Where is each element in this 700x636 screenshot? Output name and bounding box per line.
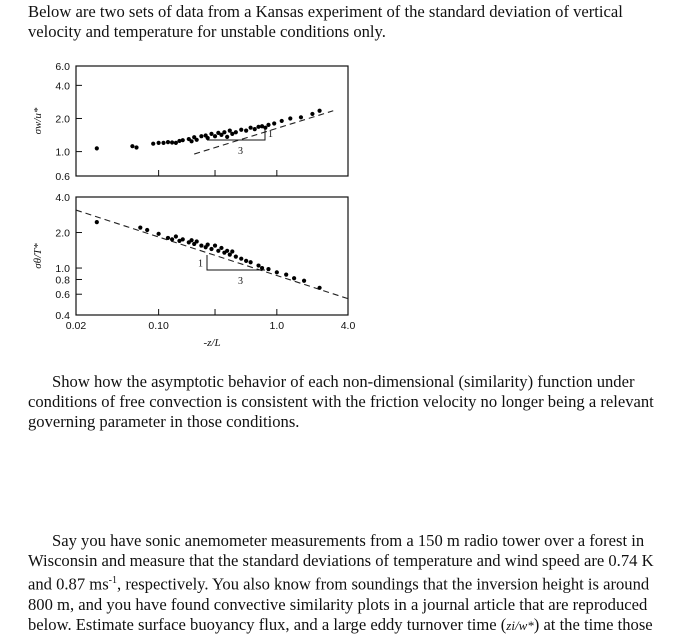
top-data-point [239, 128, 243, 132]
top-data-point [199, 134, 203, 138]
bottom-data-point [249, 260, 253, 264]
top-data-point [225, 135, 229, 139]
bottom-data-point [206, 243, 210, 247]
bottom-data-point [138, 226, 142, 230]
top-data-point [95, 146, 99, 150]
top-data-point [299, 115, 303, 119]
bottom-y-tick-label: 0.8 [55, 274, 70, 287]
bottom-data-point [234, 255, 238, 259]
bottom-y-axis-label: σθ/T* [32, 243, 44, 269]
bottom-data-point [157, 232, 161, 236]
top-y-tick-label: 2.0 [55, 113, 70, 126]
bottom-data-point [317, 286, 321, 290]
top-data-point [249, 126, 253, 130]
bottom-data-point [219, 246, 223, 250]
top-data-point [272, 121, 276, 125]
bottom-data-point [213, 243, 217, 247]
bottom-data-point [95, 220, 99, 224]
top-data-point [209, 132, 213, 136]
bottom-data-point [230, 249, 234, 253]
q2-unit-exponent: -1 [108, 575, 118, 586]
bottom-y-tick-label: 4.0 [55, 192, 70, 204]
bottom-data-point [174, 234, 178, 238]
bottom-x-tick-label: 1.0 [269, 320, 285, 332]
top-panel-marks [95, 109, 334, 157]
bottom-data-point [256, 263, 260, 267]
top-data-point [151, 142, 155, 146]
top-data-point [256, 125, 260, 129]
top-data-point [253, 127, 257, 131]
q2-line-2: Wisconsin and measure that the standard deviations of temperature and wind speed are 0.74 K [28, 551, 654, 570]
top-panel-ticks [55, 61, 348, 183]
q2-line-1: Say you have sonic anemometer measurements from a 150 m radio tower over a forest in [52, 531, 645, 550]
top-data-point [280, 119, 284, 123]
bottom-x-tick-label: 0.02 [65, 320, 87, 332]
top-data-point [222, 130, 226, 134]
bottom-data-point [260, 266, 264, 270]
bottom-data-point [216, 249, 220, 253]
top-y-tick-label: 1.0 [55, 146, 70, 159]
q2-line-4: 800 m, and you have found convective similarity plots in a journal article that are reproduced [28, 594, 648, 614]
top-y-tick-label: 0.6 [55, 171, 70, 183]
top-data-point [206, 136, 210, 140]
bottom-data-point [266, 267, 270, 271]
q2-line-5 [28, 615, 700, 636]
bottom-data-point [181, 237, 185, 241]
bottom-panel-frame [76, 197, 348, 315]
q2-line-3 [28, 571, 700, 595]
top-y-tick-label: 4.0 [55, 80, 70, 93]
top-data-point [213, 134, 217, 138]
top-data-point [189, 139, 193, 143]
top-data-point [244, 129, 248, 133]
top-fit-line [194, 111, 333, 154]
bottom-data-point [284, 272, 288, 276]
x-axis-label: -z/L [203, 337, 221, 349]
bottom-data-point [275, 270, 279, 274]
bottom-data-point [189, 238, 193, 242]
q2-line-5-start: below. Estimate surface buoyancy flux, and a large eddy turnover time ( [28, 614, 507, 634]
bottom-slope-rise-label: 1 [198, 258, 203, 270]
bottom-y-tick-label: 1.0 [55, 263, 70, 276]
q2-turnover-fraction: zi/w* [506, 617, 534, 633]
top-data-point [195, 138, 199, 142]
top-data-point [161, 141, 165, 145]
top-data-point [174, 141, 178, 145]
bottom-data-point [225, 249, 229, 253]
bottom-data-point [166, 236, 170, 240]
top-data-point [310, 112, 314, 116]
q2-line-3-start: and 0.87 ms [28, 574, 109, 594]
top-data-point [166, 140, 170, 144]
q2-line-5-end: ) at the time those [533, 614, 653, 634]
bottom-data-point [145, 228, 149, 232]
bottom-x-tick-label: 4.0 [340, 320, 356, 332]
top-data-point [130, 144, 134, 148]
q2-line-3-end: , respectively. You also know from soundings that the inversion height is around [117, 574, 650, 594]
bottom-data-point [239, 257, 243, 261]
bottom-slope-run-label: 3 [238, 276, 243, 287]
top-slope-rise-label: 1 [268, 129, 273, 140]
bottom-y-tick-label: 2.0 [55, 227, 70, 240]
top-data-point [288, 116, 292, 120]
top-slope-run-label: 3 [238, 146, 243, 157]
top-data-point [317, 109, 321, 113]
question-2-paragraph [28, 531, 700, 636]
top-data-point [170, 140, 174, 144]
bottom-data-point [244, 259, 248, 263]
question-1-paragraph: Show how the asymptotic behavior of each non-dimensional (similarity) function under conditions of free convection is consistent with the friction velocity no longer being a relevant governing parameter in those conditions. [28, 372, 654, 431]
bottom-panel-marks [76, 210, 348, 299]
top-data-point [134, 145, 138, 149]
bottom-data-point [199, 243, 203, 247]
top-y-axis-label: σw/u* [32, 107, 44, 135]
bottom-y-tick-label: 0.6 [55, 289, 70, 302]
top-data-point [234, 130, 238, 134]
intro-paragraph: Below are two sets of data from a Kansas experiment of the standard deviation of vertical velocity and temperature for unstable conditions only. [28, 2, 623, 41]
top-data-point [266, 123, 270, 127]
bottom-data-point [292, 276, 296, 280]
bottom-x-tick-label: 0.10 [148, 320, 169, 332]
top-data-point [157, 141, 161, 145]
top-data-point [181, 138, 185, 142]
bottom-data-point [209, 247, 213, 251]
bottom-panel-ticks [55, 192, 355, 332]
bottom-fit-line [76, 210, 348, 299]
bottom-data-point [195, 239, 199, 243]
bottom-data-point [170, 237, 174, 241]
top-panel-frame [76, 66, 348, 176]
top-data-point [263, 126, 267, 130]
bottom-y-tick-label: 0.4 [55, 310, 70, 322]
bottom-data-point [302, 279, 306, 283]
top-y-tick-label: 6.0 [55, 61, 70, 73]
